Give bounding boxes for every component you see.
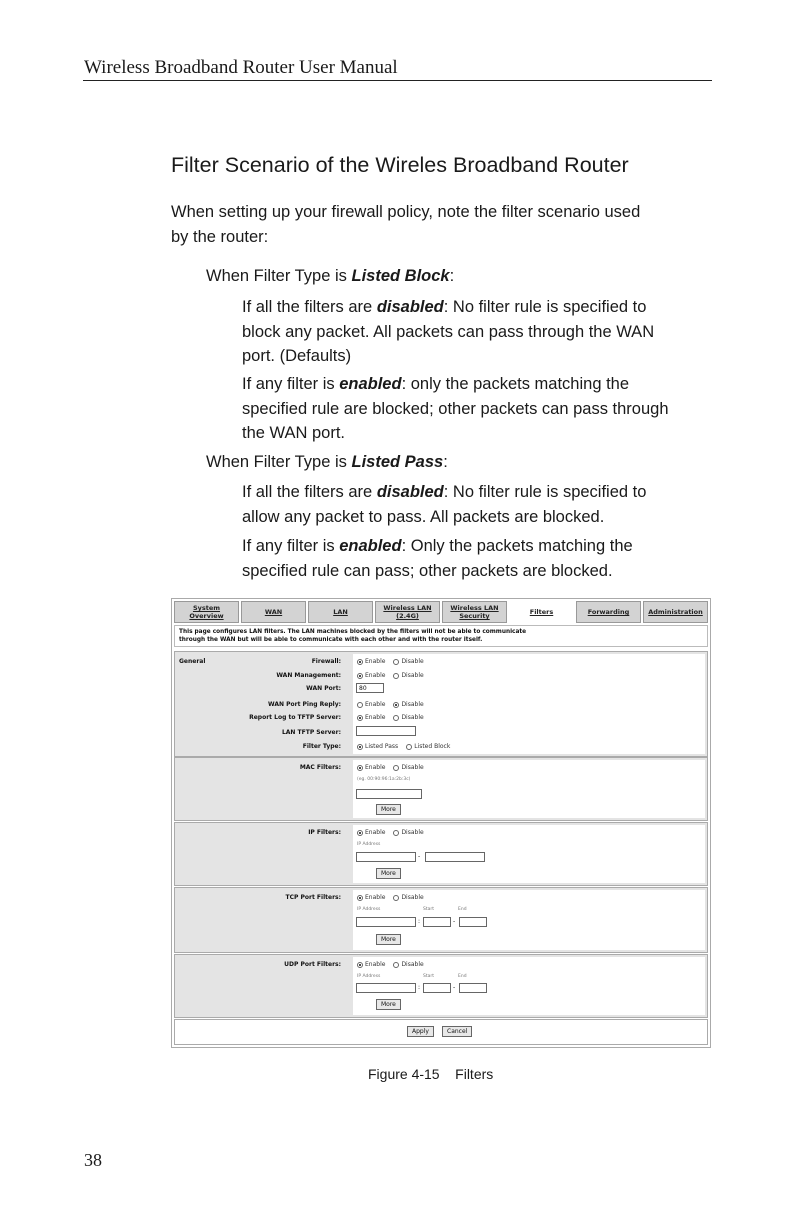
tab-lan[interactable]: LAN [308, 601, 373, 623]
tcp-filters-label: TCP Port Filters: [285, 894, 341, 901]
ip-start-input[interactable] [356, 852, 416, 862]
tcp-end-port-input[interactable] [459, 917, 487, 927]
ip-more-button[interactable]: More [376, 868, 401, 879]
wan-port-label: WAN Port: [306, 685, 341, 692]
header-rule [83, 80, 712, 81]
listed-pass-heading: When Filter Type is Listed Pass: [206, 453, 448, 471]
tab-system-overview[interactable]: System Overview [174, 601, 239, 623]
firewall-radios: Enable Disable [357, 658, 424, 665]
mac-more-button[interactable]: More [376, 804, 401, 815]
udp-disable-radio[interactable] [393, 962, 399, 968]
wan-management-radios: Enable Disable [357, 672, 424, 679]
listed-block-radio[interactable] [406, 744, 412, 750]
firewall-enable-radio[interactable] [357, 659, 363, 665]
mac-address-input[interactable] [356, 789, 422, 799]
ping-enable-radio[interactable] [357, 702, 363, 708]
running-header: Wireless Broadband Router User Manual [84, 57, 398, 78]
firewall-disable-radio[interactable] [393, 659, 399, 665]
report-log-label: Report Log to TFTP Server: [249, 714, 341, 721]
ip-filters-radios: Enable Disable [357, 829, 424, 836]
ip-enable-radio[interactable] [357, 830, 363, 836]
apply-button[interactable]: Apply [407, 1026, 434, 1037]
tcp-enable-radio[interactable] [357, 895, 363, 901]
filters-screenshot [171, 598, 711, 1048]
tcp-filters-section: TCP Port Filters: Enable Disable IP Address Start End : - More [174, 887, 708, 953]
listed-pass-disabled: If all the filters are disabled: No filter rule is specified to allow any packet to pass. All packets are blocked. [242, 483, 647, 526]
ip-disable-radio[interactable] [393, 830, 399, 836]
page-number: 38 [84, 1150, 102, 1170]
intro-paragraph [171, 200, 640, 249]
tab-wireless-lan[interactable]: Wireless LAN (2.4G) [375, 601, 440, 623]
ip-end-input[interactable] [425, 852, 485, 862]
udp-end-port-input[interactable] [459, 983, 487, 993]
heading-emph: Listed Block [351, 267, 450, 285]
mac-filters-label: MAC Filters: [299, 764, 341, 771]
tcp-disable-radio[interactable] [393, 895, 399, 901]
listed-block-heading [206, 264, 454, 289]
wan-management-disable-radio[interactable] [393, 673, 399, 679]
ip-range-dash: - [418, 853, 421, 860]
tab-administration[interactable]: Administration [643, 601, 708, 623]
ip-filters-label: IP Filters: [308, 829, 341, 836]
tcp-ip-hint: IP Address [357, 907, 381, 912]
listed-pass-enabled: If any filter is enabled: Only the packets matching the specified rule can pass; other packets are blocked. [242, 537, 633, 580]
tftp-server-label: LAN TFTP Server: [281, 729, 341, 736]
tab-filters[interactable]: Filters [509, 601, 574, 623]
cancel-button[interactable]: Cancel [442, 1026, 472, 1037]
mac-filters-section [174, 757, 708, 821]
listed-pass-radio[interactable] [357, 744, 363, 750]
intro-line-2: by the router: [171, 227, 269, 246]
tcp-ip-input[interactable] [356, 917, 416, 927]
report-disable-radio[interactable] [393, 715, 399, 721]
page-description: This page configures LAN filters. The LAN machines blocked by the filters will not be able to communicate through the WAN but will be able to communicate with each other and with the router itself. [174, 625, 708, 647]
listed-block-disabled: If all the filters are disabled: No filter rule is specified to block any packet. All packets can pass through the WAN port. (Defaults) [242, 298, 655, 365]
udp-filters-label: UDP Port Filters: [284, 961, 341, 968]
tcp-end-hint: End [458, 907, 467, 912]
udp-ip-hint: IP Address [357, 974, 381, 979]
action-bar [174, 1019, 708, 1045]
listed-block-enabled: If any filter is enabled: only the packets matching the specified rule are blocked; other packets can pass through the WAN port. [242, 375, 669, 442]
udp-filters-radios: Enable Disable [357, 961, 424, 968]
report-enable-radio[interactable] [357, 715, 363, 721]
mac-hint: (eg. 00:90:96:1a:2b:3c) [357, 777, 411, 782]
filter-type-label: Filter Type: [302, 743, 341, 750]
udp-ip-input[interactable] [356, 983, 416, 993]
filter-type-radios: Listed Pass Listed Block [357, 743, 450, 750]
wan-management-label: WAN Management: [276, 672, 341, 679]
udp-start-port-input[interactable] [423, 983, 451, 993]
ip-filters-section [174, 822, 708, 886]
tab-bar [174, 601, 708, 623]
heading-prefix: When Filter Type is [206, 267, 352, 285]
ping-reply-label: WAN Port Ping Reply: [268, 701, 341, 708]
wan-management-enable-radio[interactable] [357, 673, 363, 679]
report-log-radios: Enable Disable [357, 714, 424, 721]
mac-enable-radio[interactable] [357, 765, 363, 771]
general-label: General [179, 658, 206, 665]
tftp-server-input[interactable] [356, 726, 416, 736]
figure-caption: Figure 4-15 Filters [368, 1066, 494, 1082]
udp-end-hint: End [458, 974, 467, 979]
section-title: Filter Scenario of the Wireles Broadband Router [171, 153, 629, 177]
tab-forwarding[interactable]: Forwarding [576, 601, 641, 623]
intro-line-1: When setting up your firewall policy, note the filter scenario used [171, 203, 641, 221]
tcp-filters-radios: Enable Disable [357, 894, 424, 901]
udp-start-hint: Start [423, 974, 434, 979]
mac-filters-radios: Enable Disable [357, 764, 424, 771]
ping-reply-radios: Enable Disable [357, 701, 424, 708]
tab-wan[interactable]: WAN [241, 601, 306, 623]
wan-port-input[interactable]: 80 [356, 683, 384, 693]
udp-filters-section: UDP Port Filters: Enable Disable IP Address Start End : - More [174, 954, 708, 1018]
udp-enable-radio[interactable] [357, 962, 363, 968]
tab-wireless-security[interactable]: Wireless LAN Security [442, 601, 507, 623]
mac-disable-radio[interactable] [393, 765, 399, 771]
ping-disable-radio[interactable] [393, 702, 399, 708]
firewall-label: Firewall: [311, 658, 341, 665]
heading-suffix: : [449, 267, 455, 285]
tcp-start-hint: Start [423, 907, 434, 912]
udp-more-button[interactable]: More [376, 999, 401, 1010]
ip-hint: IP Address [357, 842, 381, 847]
tcp-more-button[interactable]: More [376, 934, 401, 945]
general-section [174, 651, 708, 757]
tcp-start-port-input[interactable] [423, 917, 451, 927]
